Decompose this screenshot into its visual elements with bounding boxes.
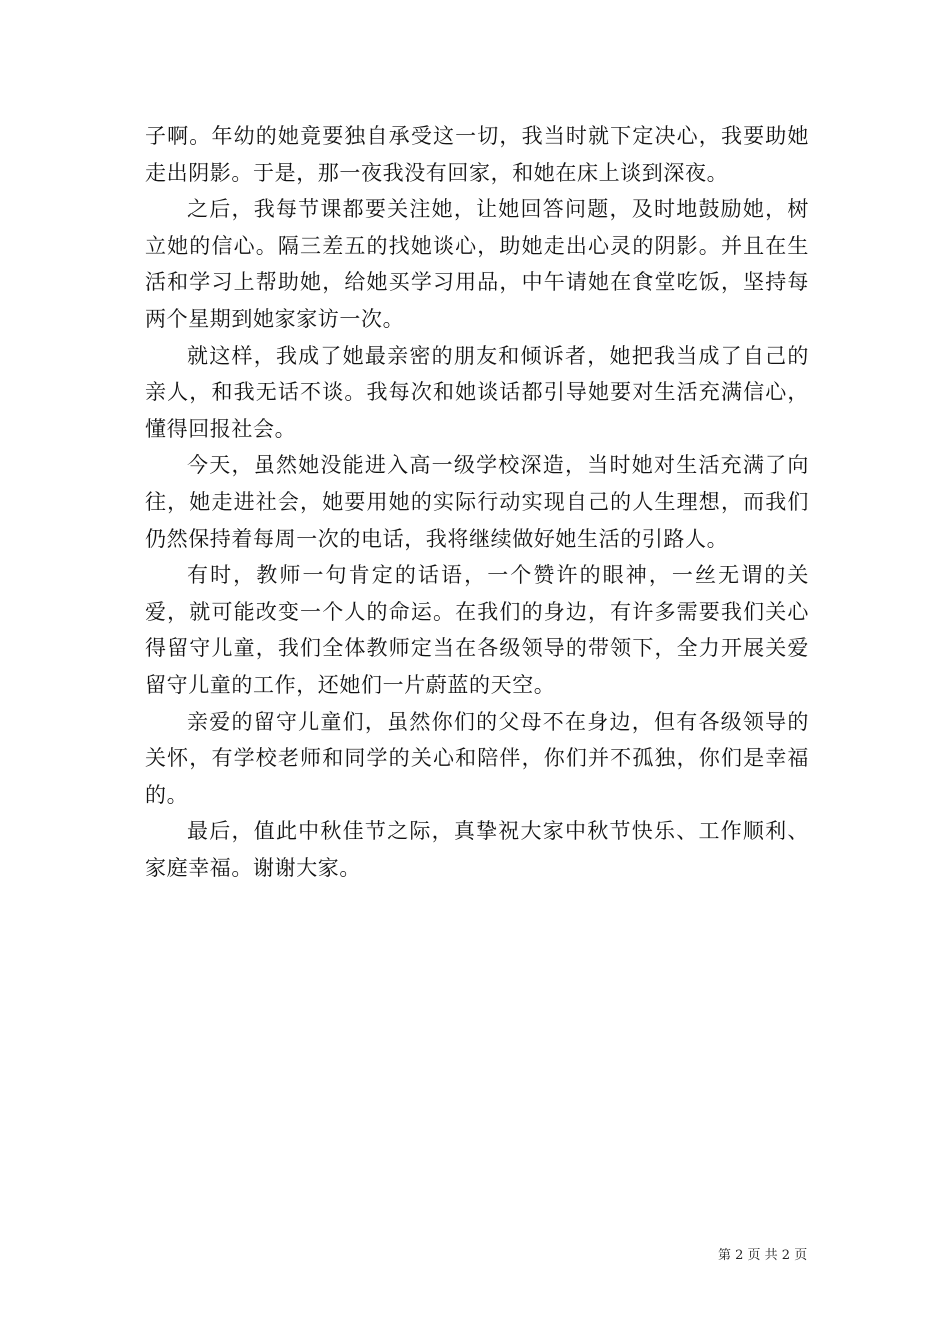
paragraph-7: 最后，值此中秋佳节之际，真挚祝大家中秋节快乐、工作顺利、家庭幸福。谢谢大家。 — [145, 819, 809, 880]
paragraph-1: 子啊。年幼的她竟要独自承受这一切，我当时就下定决心，我要助她走出阴影。于是，那一夜我没有回家，和她在床上谈到深夜。 — [145, 124, 809, 185]
paragraph-6: 亲爱的留守儿童们，虽然你们的父母不在身边，但有各级领导的关怀，有学校老师和同学的关心和陪伴，你们并不孤独，你们是幸福的。 — [145, 709, 809, 807]
paragraph-5: 有时，教师一句肯定的话语，一个赞许的眼神，一丝无谓的关爱，就可能改变一个人的命运。在我们的身边，有许多需要我们关心得留守儿童，我们全体教师定当在各级领导的带领下，全力开展关爱留守儿童的工作，还她们一片蔚蓝的天空。 — [145, 563, 809, 697]
page-number-footer: 第 2 页 共 2 页 — [718, 1248, 808, 1263]
paragraph-3: 就这样，我成了她最亲密的朋友和倾诉者，她把我当成了自己的亲人，和我无话不谈。我每次和她谈话都引导她要对生活充满信心，懂得回报社会。 — [145, 343, 809, 441]
paragraph-2: 之后，我每节课都要关注她，让她回答问题，及时地鼓励她，树立她的信心。隔三差五的找她谈心，助她走出心灵的阴影。并且在生活和学习上帮助她，给她买学习用品，中午请她在食堂吃饭，坚持每两个星期到她家家访一次。 — [145, 197, 809, 331]
document-body — [145, 118, 809, 886]
paragraph-4: 今天，虽然她没能进入高一级学校深造，当时她对生活充满了向往，她走进社会，她要用她的实际行动实现自己的人生理想，而我们仍然保持着每周一次的电话，我将继续做好她生活的引路人。 — [145, 453, 809, 551]
